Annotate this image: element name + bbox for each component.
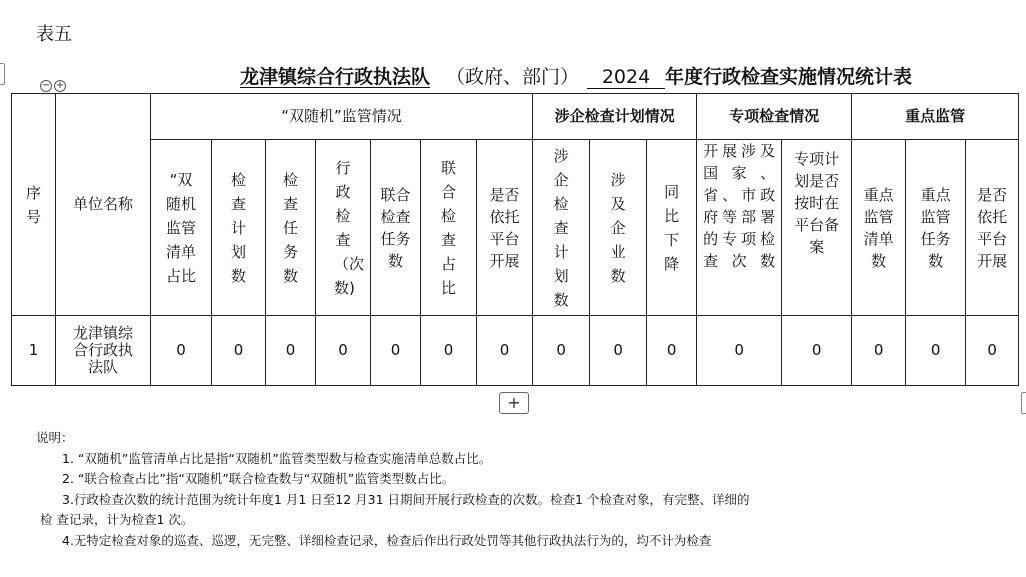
notes-head: 说明： bbox=[36, 430, 74, 445]
cell-value: 0 bbox=[316, 316, 371, 386]
cell-value: 0 bbox=[533, 316, 590, 386]
header-col: 联合检查占比 bbox=[421, 140, 477, 316]
group-special-check: 专项检查情况 bbox=[697, 94, 852, 140]
header-col: 涉及企业数 bbox=[590, 140, 647, 316]
note-3: 3.行政检查次数的统计范围为统计年度1 月1 日至12 月31 日期间开展行政检查的次数。检查1 个检查对象，有完整、详细的 bbox=[62, 491, 750, 507]
header-col: 开展涉及国家、省、市政府等部署的专项检查次数 bbox=[697, 140, 782, 316]
title-unit: 龙津镇综合行政执法队 bbox=[240, 66, 431, 88]
table-row bbox=[12, 316, 1019, 386]
cell-value: 0 bbox=[852, 316, 906, 386]
title-mid: （政府、部门） bbox=[446, 66, 580, 88]
cell-value: 0 bbox=[966, 316, 1019, 386]
cell-unit: 龙津镇综合行政执法队 bbox=[56, 316, 151, 386]
header-col: 行政检查（次数) bbox=[316, 140, 371, 316]
table-label: 表五 bbox=[36, 24, 72, 45]
left-edge-marker bbox=[0, 63, 5, 85]
right-edge-marker bbox=[1021, 392, 1026, 414]
table-handle[interactable] bbox=[40, 80, 66, 92]
cell-value: 0 bbox=[647, 316, 697, 386]
header-col: 检查计划数 bbox=[212, 140, 266, 316]
title-year: 2024 bbox=[587, 66, 665, 89]
add-row-button[interactable] bbox=[499, 392, 529, 414]
group-enterprise-plan: 涉企检查计划情况 bbox=[533, 94, 697, 140]
header-unit-name: 单位名称 bbox=[56, 94, 151, 316]
cell-seq: 1 bbox=[12, 316, 56, 386]
cell-value: 0 bbox=[371, 316, 421, 386]
cell-value: 0 bbox=[782, 316, 852, 386]
cell-value: 0 bbox=[421, 316, 477, 386]
cell-value: 0 bbox=[590, 316, 647, 386]
header-col: 重点监管清单数 bbox=[852, 140, 906, 316]
group-double-random: “双随机”监管情况 bbox=[151, 94, 533, 140]
note-1: 1. “双随机”监管清单占比是指“双随机”监管类型数与检查实施清单总数占比。 bbox=[62, 450, 492, 466]
header-seq: 序号 bbox=[12, 94, 56, 316]
header-col: 同比下降 bbox=[647, 140, 697, 316]
header-col: 涉企检查计划数 bbox=[533, 140, 590, 316]
notes bbox=[36, 428, 996, 551]
plus-icon: + bbox=[507, 393, 521, 412]
cell-value: 0 bbox=[477, 316, 533, 386]
header-col: 是否依托平台开展 bbox=[477, 140, 533, 316]
header-col: 是否依托平台开展 bbox=[966, 140, 1019, 316]
cell-value: 0 bbox=[212, 316, 266, 386]
stats-table bbox=[11, 93, 1019, 386]
note-2: 2. “联合检查占比”指“双随机”联合检查数与“双随机”监管类型数占比。 bbox=[62, 471, 455, 486]
cell-value: 0 bbox=[697, 316, 782, 386]
note-4: 4.无特定检查对象的巡查、巡逻，无完整、详细检查记录，检查后作出行政处罚等其他行政执法行为的，均不计为检查 bbox=[62, 532, 712, 548]
header-col: 重点监管任务数 bbox=[906, 140, 966, 316]
title-tail: 年度行政检查实施情况统计表 bbox=[665, 66, 913, 88]
header-col: “双随机监管清单占比 bbox=[151, 140, 212, 316]
collapse-icon[interactable]: − bbox=[41, 80, 51, 91]
cell-value: 0 bbox=[151, 316, 212, 386]
note-3-cont: 检 查记录，计为检查1 次。 bbox=[40, 512, 194, 527]
header-col: 联合检查任务数 bbox=[371, 140, 421, 316]
cell-value: 0 bbox=[266, 316, 316, 386]
header-col: 专项计划是否按时在平台备案 bbox=[782, 140, 852, 316]
expand-icon[interactable]: + bbox=[55, 80, 65, 91]
header-col: 检查任务数 bbox=[266, 140, 316, 316]
doc-title bbox=[240, 62, 912, 89]
group-key-supervision: 重点监管 bbox=[852, 94, 1019, 140]
cell-value: 0 bbox=[906, 316, 966, 386]
